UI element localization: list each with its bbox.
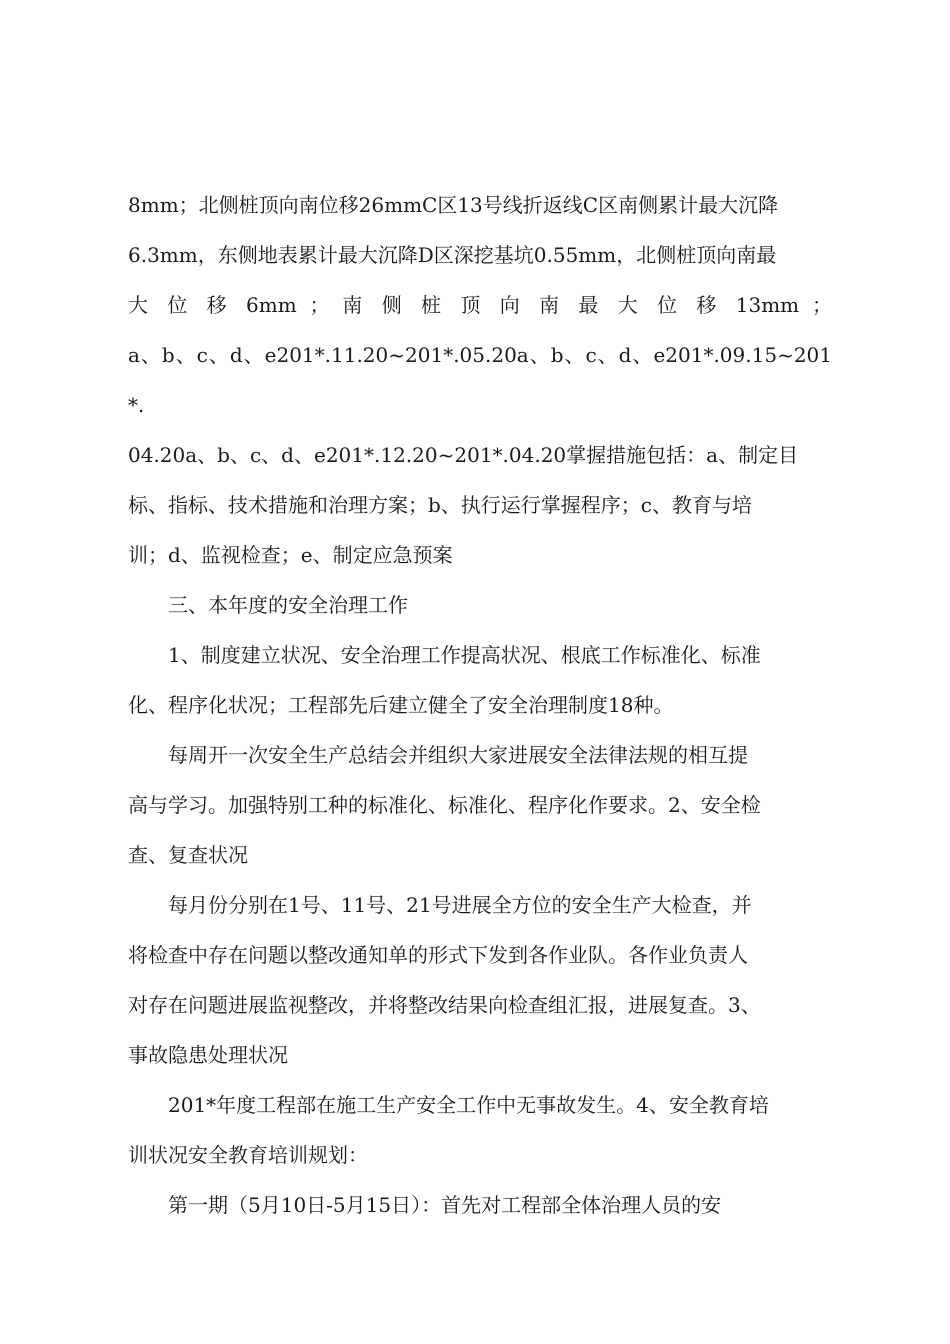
text-line: 事故隐患处理状况 xyxy=(128,1043,288,1067)
text-line: 大 位 移 6mm ； 南 侧 桩 顶 向 南 最 大 位 移 13mm ； xyxy=(128,293,832,317)
paragraph-training-phase-one xyxy=(128,1180,832,1230)
text-line: 训；d、监视检查；e、制定应急预案 xyxy=(128,543,453,567)
text-line: 对存在问题进展监视整改，并将整改结果向检查组汇报，进展复查。3、 xyxy=(128,993,761,1017)
paragraph-weekly-meeting xyxy=(128,730,832,880)
text-line: 将检查中存在问题以整改通知单的形式下发到各作业队。各作业负责人 xyxy=(128,943,748,967)
section-heading: 三、本年度的安全治理工作 xyxy=(168,593,408,617)
text-line: 高与学习。加强特别工种的标准化、标准化、程序化作要求。2、安全检 xyxy=(128,793,761,817)
text-line: 标、指标、技术措施和治理方案；b、执行运行掌握程序；c、教育与培 xyxy=(128,493,753,517)
text-line: 第一期（5月10日-5月15日）：首先对工程部全体治理人员的安 xyxy=(168,1193,722,1217)
text-line: 6.3mm，东侧地表累计最大沉降D区深挖基坑0.55mm，北侧桩顶向南最 xyxy=(128,243,777,267)
text-line: 训状况安全教育培训规划： xyxy=(128,1143,368,1167)
text-line: 8mm；北侧桩顶向南位移26mmC区13号线折返线C区南侧累计最大沉降 xyxy=(128,193,779,217)
paragraph-monitoring-data xyxy=(128,180,832,580)
text-line: 04.20a、b、c、d、e201*.12.20~201*.04.20掌握措施包括：a、制定目 xyxy=(128,443,799,467)
text-line: 1、制度建立状况、安全治理工作提高状况、根底工作标准化、标准 xyxy=(168,643,761,667)
paragraph-system-building xyxy=(128,630,832,730)
document-page xyxy=(128,180,832,1230)
paragraph-monthly-inspection xyxy=(128,880,832,1080)
text-line: 每月份分别在1号、11号、21号进展全方位的安全生产大检查，并 xyxy=(168,893,752,917)
text-line: 查、复查状况 xyxy=(128,843,248,867)
text-line: 201*年度工程部在施工生产安全工作中无事故发生。4、安全教育培 xyxy=(168,1093,769,1117)
paragraph-no-accidents xyxy=(128,1080,832,1180)
text-line: 每周开一次安全生产总结会并组织大家进展安全法律法规的相互提 xyxy=(168,743,748,767)
text-line: a、b、c、d、e201*.11.20~201*.05.20a、b、c、d、e201*.09.15~201*. xyxy=(128,343,832,417)
text-line: 化、程序化状况；工程部先后建立健全了安全治理制度18种。 xyxy=(128,693,674,717)
